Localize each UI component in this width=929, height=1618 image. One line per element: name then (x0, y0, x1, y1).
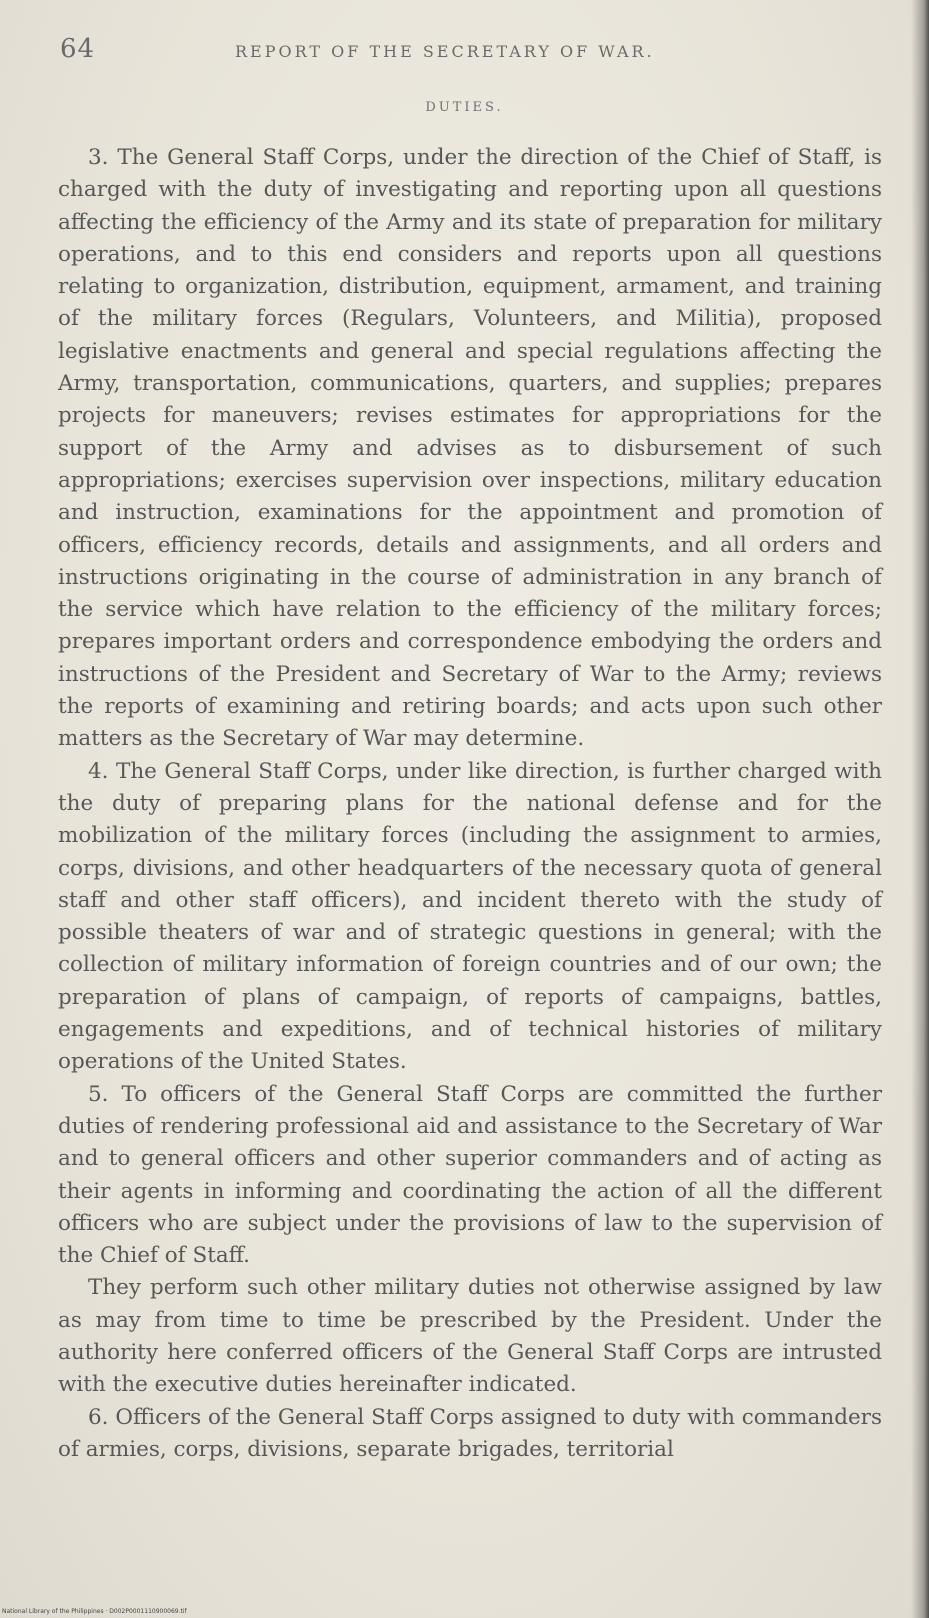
paragraph-5: 5. To officers of the General Staff Corps are committed the further duties of rendering professional aid and assistance to the Secretary of War and to general officers and other superior commanders and of acting as their agents in informing and coordinating the action of all the different officers who are subject under the provisions of law to the supervision of the Chief of Staff. (58, 1081, 882, 1269)
scan-footer: National Library of the Philippines · D002P0001110900069.tif (2, 1608, 187, 1615)
paragraph-6: 6. Officers of the General Staff Corps assigned to duty with commanders of armies, corps, divisions, separate brigades, territorial (58, 1404, 882, 1462)
paragraph-3: 3. The General Staff Corps, under the direction of the Chief of Staff, is charged with the duty of investigating and reporting upon all questions affecting the efficiency of the Army and its state of preparation for military operations, and to this end considers and reports upon all questions relating to organization, distribution, equipment, armament, and training of the military forces (Regulars, Volunteers, and Militia), proposed legislative enactments and general and special regulations affecting the Army, transportation, communications, quarters, and supplies; prepares projects for maneuvers; revises estimates for appropriations for the support of the Army and advises as to disbursement of such appropriations; exercises supervision over inspections, military education and instruction, examinations for the appointment and promotion of officers, efficiency records, details and assignments, and all orders and instructions originating in the course of administration in any branch of the service which have relation to the efficiency of the military forces; prepares important orders and correspondence embodying the orders and instructions of the President and Secretary of War to the Army; reviews the reports of examining and retiring boards; and acts upon such other matters as the Secretary of War may determine. (58, 145, 882, 752)
page-number: 64 (60, 34, 96, 64)
page-header (60, 34, 880, 68)
section-heading: DUTIES. (425, 100, 504, 115)
paragraph-4: 4. The General Staff Corps, under like direction, is further charged with the duty of preparing plans for the national defense and for the mobilization of the military forces (including the assignment to armies, corps, divisions, and other headquarters of the necessary quota of general staff and other staff officers), and incident thereto with the study of possible theaters of war and of strategic questions in general; with the collection of military information of foreign countries and of our own; the preparation of plans of campaign, of reports of campaigns, battles, engagements and expeditions, and of technical histories of military operations of the United States. (58, 758, 882, 1075)
page-edge-shadow (911, 0, 929, 1618)
running-head: REPORT OF THE SECRETARY OF WAR. (235, 42, 655, 61)
body-text (58, 142, 882, 1466)
paragraph-5-continued: They perform such other military duties not otherwise assigned by law as may from time to time be prescribed by the President. Under the authority here conferred officers of the General Staff Corps are intrusted with the executive duties hereinafter indicated. (58, 1275, 882, 1398)
